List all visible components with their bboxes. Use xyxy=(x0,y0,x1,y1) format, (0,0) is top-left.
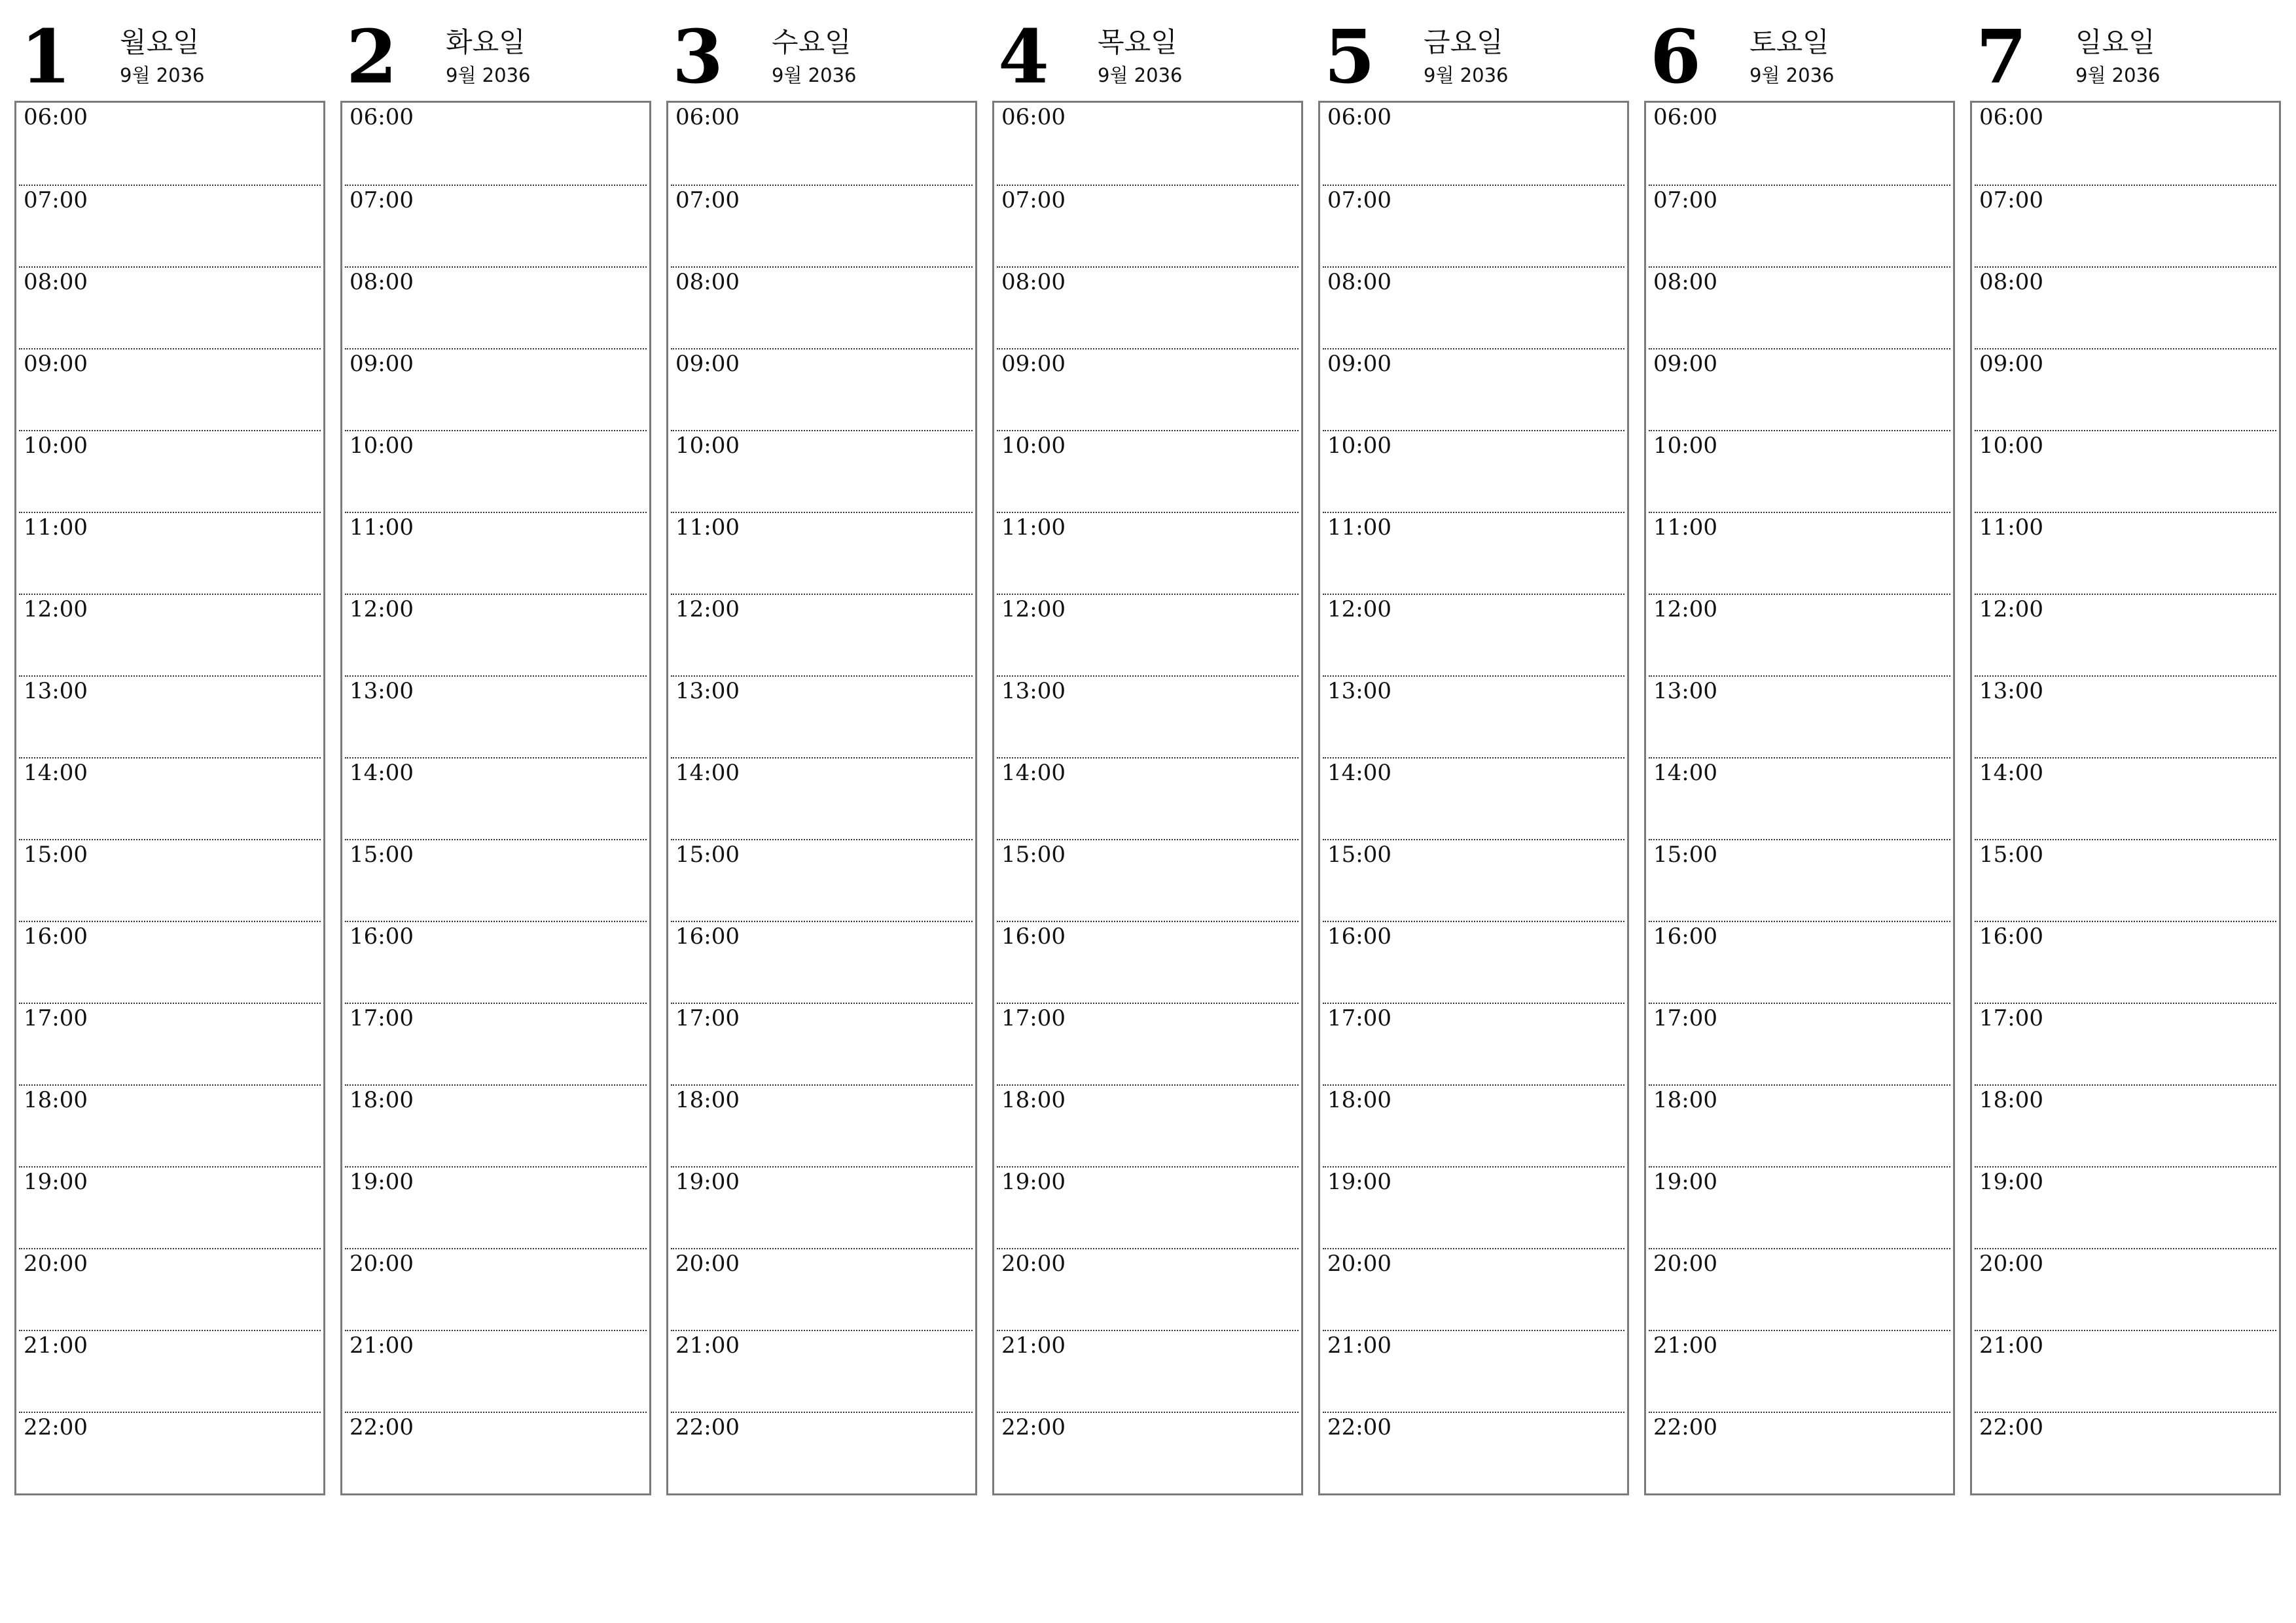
time-label: 21:00 xyxy=(24,1332,88,1359)
time-label: 20:00 xyxy=(24,1251,88,1277)
day-number: 3 xyxy=(672,14,723,100)
day-number: 1 xyxy=(20,14,71,100)
time-label: 17:00 xyxy=(24,1005,88,1031)
time-slot xyxy=(1323,1330,1624,1412)
time-label: 10:00 xyxy=(24,433,88,459)
hourly-schedule xyxy=(1318,101,1629,1495)
time-slot xyxy=(345,430,647,512)
time-slot xyxy=(997,757,1299,839)
time-slot xyxy=(345,1003,647,1084)
time-slot xyxy=(345,1166,647,1248)
time-slot xyxy=(997,512,1299,594)
time-slot xyxy=(19,921,321,1003)
time-slot xyxy=(997,185,1299,266)
time-label: 12:00 xyxy=(1327,596,1391,622)
time-label: 07:00 xyxy=(1001,187,1066,213)
time-slot xyxy=(1975,757,2276,839)
time-slot xyxy=(1649,1248,1950,1330)
time-slot xyxy=(1975,266,2276,348)
time-slot xyxy=(345,512,647,594)
time-label: 16:00 xyxy=(1653,923,1717,950)
day-column-sunday xyxy=(1970,0,2281,1505)
time-slot xyxy=(1323,512,1624,594)
time-slot xyxy=(1649,594,1950,675)
time-label: 22:00 xyxy=(24,1414,88,1440)
time-slot xyxy=(671,921,973,1003)
time-label: 17:00 xyxy=(350,1005,414,1031)
time-slot xyxy=(1975,1330,2276,1412)
time-label: 12:00 xyxy=(1979,596,2043,622)
time-slot xyxy=(1323,1248,1624,1330)
time-slot xyxy=(19,1412,321,1493)
time-slot xyxy=(19,266,321,348)
time-label: 15:00 xyxy=(675,842,740,868)
time-label: 17:00 xyxy=(1327,1005,1391,1031)
time-slot xyxy=(19,757,321,839)
time-slot xyxy=(1975,1003,2276,1084)
time-slot xyxy=(1649,185,1950,266)
time-slot xyxy=(1649,348,1950,430)
time-label: 21:00 xyxy=(1653,1332,1717,1359)
time-label: 12:00 xyxy=(675,596,740,622)
time-label: 13:00 xyxy=(675,678,740,704)
time-slot xyxy=(997,921,1299,1003)
time-label: 13:00 xyxy=(24,678,88,704)
time-slot xyxy=(671,348,973,430)
time-label: 15:00 xyxy=(1001,842,1066,868)
time-slot xyxy=(1323,1084,1624,1166)
time-slot xyxy=(1323,430,1624,512)
day-name: 일요일 xyxy=(2075,26,2155,58)
time-label: 14:00 xyxy=(1979,760,2043,786)
month-year: 9월 2036 xyxy=(772,64,857,86)
time-slot xyxy=(1649,1330,1950,1412)
time-label: 12:00 xyxy=(1001,596,1066,622)
time-label: 07:00 xyxy=(24,187,88,213)
time-label: 10:00 xyxy=(1653,433,1717,459)
time-label: 10:00 xyxy=(1001,433,1066,459)
month-year: 9월 2036 xyxy=(1424,64,1509,86)
time-label: 13:00 xyxy=(1979,678,2043,704)
time-label: 06:00 xyxy=(1979,104,2043,130)
time-label: 14:00 xyxy=(1653,760,1717,786)
time-label: 17:00 xyxy=(1653,1005,1717,1031)
time-slot xyxy=(1649,1166,1950,1248)
time-slot xyxy=(1975,1084,2276,1166)
day-number: 5 xyxy=(1324,14,1375,100)
time-slot xyxy=(1323,921,1624,1003)
time-label: 17:00 xyxy=(1979,1005,2043,1031)
time-slot xyxy=(19,675,321,757)
day-name: 수요일 xyxy=(772,26,852,58)
time-label: 09:00 xyxy=(1979,351,2043,377)
time-label: 15:00 xyxy=(1979,842,2043,868)
time-slot xyxy=(671,1248,973,1330)
time-slot xyxy=(1649,839,1950,921)
time-slot xyxy=(997,266,1299,348)
time-label: 08:00 xyxy=(1653,269,1717,295)
time-slot xyxy=(997,839,1299,921)
day-name: 금요일 xyxy=(1424,26,1503,58)
time-label: 13:00 xyxy=(1001,678,1066,704)
time-label: 19:00 xyxy=(1653,1169,1717,1195)
time-slot xyxy=(19,348,321,430)
time-label: 13:00 xyxy=(1327,678,1391,704)
time-slot xyxy=(1649,675,1950,757)
time-slot xyxy=(345,839,647,921)
time-label: 15:00 xyxy=(1327,842,1391,868)
time-slot xyxy=(997,594,1299,675)
time-slot xyxy=(345,594,647,675)
time-label: 09:00 xyxy=(350,351,414,377)
time-label: 21:00 xyxy=(1001,1332,1066,1359)
hourly-schedule xyxy=(1644,101,1955,1495)
day-column-friday xyxy=(1318,0,1629,1505)
time-label: 15:00 xyxy=(24,842,88,868)
time-slot xyxy=(19,1084,321,1166)
time-slot xyxy=(345,266,647,348)
time-slot xyxy=(671,839,973,921)
time-label: 22:00 xyxy=(675,1414,740,1440)
time-label: 21:00 xyxy=(675,1332,740,1359)
time-slot xyxy=(19,185,321,266)
time-label: 08:00 xyxy=(350,269,414,295)
time-label: 11:00 xyxy=(350,514,414,541)
day-name: 화요일 xyxy=(446,26,526,58)
time-label: 18:00 xyxy=(1653,1087,1717,1113)
time-label: 07:00 xyxy=(1653,187,1717,213)
time-slot xyxy=(997,430,1299,512)
time-label: 22:00 xyxy=(350,1414,414,1440)
time-slot xyxy=(997,1166,1299,1248)
time-slot xyxy=(671,1412,973,1493)
time-label: 10:00 xyxy=(1979,433,2043,459)
time-slot xyxy=(1975,594,2276,675)
day-number: 7 xyxy=(1976,14,2027,100)
time-slot xyxy=(1323,266,1624,348)
time-slot xyxy=(671,1330,973,1412)
time-label: 11:00 xyxy=(1979,514,2043,541)
time-label: 07:00 xyxy=(1327,187,1391,213)
time-slot xyxy=(345,103,647,185)
time-label: 10:00 xyxy=(675,433,740,459)
time-label: 11:00 xyxy=(1653,514,1717,541)
time-slot xyxy=(345,348,647,430)
day-number: 4 xyxy=(998,14,1049,100)
time-label: 13:00 xyxy=(350,678,414,704)
time-slot xyxy=(1975,839,2276,921)
time-label: 21:00 xyxy=(1979,1332,2043,1359)
time-label: 09:00 xyxy=(1001,351,1066,377)
time-slot xyxy=(1649,757,1950,839)
time-slot xyxy=(1323,1412,1624,1493)
time-slot xyxy=(1975,512,2276,594)
time-slot xyxy=(1649,1412,1950,1493)
time-label: 18:00 xyxy=(1327,1087,1391,1113)
time-slot xyxy=(19,430,321,512)
time-label: 06:00 xyxy=(1327,104,1391,130)
time-label: 22:00 xyxy=(1001,1414,1066,1440)
time-label: 14:00 xyxy=(1001,760,1066,786)
month-year: 9월 2036 xyxy=(2075,64,2161,86)
time-label: 21:00 xyxy=(350,1332,414,1359)
time-slot xyxy=(671,1166,973,1248)
hourly-schedule xyxy=(992,101,1303,1495)
time-label: 20:00 xyxy=(1327,1251,1391,1277)
time-label: 18:00 xyxy=(1001,1087,1066,1113)
time-label: 09:00 xyxy=(1327,351,1391,377)
time-label: 07:00 xyxy=(1979,187,2043,213)
time-label: 19:00 xyxy=(1979,1169,2043,1195)
hourly-schedule xyxy=(1970,101,2281,1495)
time-label: 22:00 xyxy=(1653,1414,1717,1440)
day-column-wednesday xyxy=(666,0,977,1505)
time-slot xyxy=(1975,103,2276,185)
time-slot xyxy=(19,594,321,675)
time-slot xyxy=(671,430,973,512)
time-slot xyxy=(19,512,321,594)
time-slot xyxy=(1323,348,1624,430)
time-slot xyxy=(997,348,1299,430)
time-slot xyxy=(19,103,321,185)
time-slot xyxy=(997,1330,1299,1412)
time-slot xyxy=(1975,1248,2276,1330)
time-label: 22:00 xyxy=(1979,1414,2043,1440)
day-number: 2 xyxy=(346,14,397,100)
time-label: 08:00 xyxy=(1327,269,1391,295)
time-label: 19:00 xyxy=(1001,1169,1066,1195)
time-label: 11:00 xyxy=(1327,514,1391,541)
time-slot xyxy=(1649,103,1950,185)
time-label: 11:00 xyxy=(675,514,740,541)
time-slot xyxy=(1649,1003,1950,1084)
month-year: 9월 2036 xyxy=(446,64,531,86)
time-label: 06:00 xyxy=(24,104,88,130)
time-label: 16:00 xyxy=(24,923,88,950)
time-slot xyxy=(671,185,973,266)
time-label: 14:00 xyxy=(24,760,88,786)
time-slot xyxy=(671,675,973,757)
time-label: 19:00 xyxy=(24,1169,88,1195)
time-label: 19:00 xyxy=(350,1169,414,1195)
time-label: 14:00 xyxy=(1327,760,1391,786)
time-label: 19:00 xyxy=(675,1169,740,1195)
time-label: 12:00 xyxy=(1653,596,1717,622)
time-slot xyxy=(1975,1412,2276,1493)
time-label: 16:00 xyxy=(1327,923,1391,950)
time-label: 06:00 xyxy=(1653,104,1717,130)
time-slot xyxy=(1649,512,1950,594)
time-label: 08:00 xyxy=(24,269,88,295)
time-label: 08:00 xyxy=(1001,269,1066,295)
time-label: 17:00 xyxy=(675,1005,740,1031)
time-label: 12:00 xyxy=(24,596,88,622)
time-slot xyxy=(1975,348,2276,430)
time-slot xyxy=(345,1330,647,1412)
time-slot xyxy=(1649,921,1950,1003)
time-slot xyxy=(1323,103,1624,185)
day-column-thursday xyxy=(992,0,1303,1505)
time-slot xyxy=(1975,430,2276,512)
time-slot xyxy=(345,757,647,839)
time-slot xyxy=(671,757,973,839)
day-column-saturday xyxy=(1644,0,1955,1505)
time-label: 16:00 xyxy=(350,923,414,950)
time-slot xyxy=(345,1412,647,1493)
day-name: 월요일 xyxy=(120,26,200,58)
time-label: 15:00 xyxy=(1653,842,1717,868)
time-label: 07:00 xyxy=(675,187,740,213)
time-slot xyxy=(19,1003,321,1084)
day-name: 목요일 xyxy=(1098,26,1177,58)
time-label: 09:00 xyxy=(1653,351,1717,377)
time-label: 19:00 xyxy=(1327,1169,1391,1195)
time-slot xyxy=(19,839,321,921)
time-label: 06:00 xyxy=(350,104,414,130)
time-label: 20:00 xyxy=(1001,1251,1066,1277)
time-slot xyxy=(19,1166,321,1248)
time-label: 08:00 xyxy=(1979,269,2043,295)
time-slot xyxy=(19,1248,321,1330)
time-label: 07:00 xyxy=(350,187,414,213)
time-slot xyxy=(345,675,647,757)
time-slot xyxy=(671,512,973,594)
time-slot xyxy=(345,185,647,266)
time-label: 20:00 xyxy=(350,1251,414,1277)
time-slot xyxy=(997,1084,1299,1166)
time-slot xyxy=(997,1412,1299,1493)
time-label: 09:00 xyxy=(24,351,88,377)
time-label: 22:00 xyxy=(1327,1414,1391,1440)
time-slot xyxy=(997,103,1299,185)
time-label: 11:00 xyxy=(24,514,88,541)
time-slot xyxy=(1323,839,1624,921)
time-label: 18:00 xyxy=(350,1087,414,1113)
time-label: 18:00 xyxy=(675,1087,740,1113)
time-slot xyxy=(1975,921,2276,1003)
time-slot xyxy=(1323,1003,1624,1084)
time-label: 13:00 xyxy=(1653,678,1717,704)
time-label: 16:00 xyxy=(675,923,740,950)
time-slot xyxy=(1323,1166,1624,1248)
hourly-schedule xyxy=(666,101,977,1495)
time-label: 14:00 xyxy=(675,760,740,786)
time-slot xyxy=(1323,675,1624,757)
time-label: 10:00 xyxy=(350,433,414,459)
day-number: 6 xyxy=(1650,14,1701,100)
time-label: 11:00 xyxy=(1001,514,1066,541)
time-slot xyxy=(345,1084,647,1166)
time-slot xyxy=(19,1330,321,1412)
time-label: 09:00 xyxy=(675,351,740,377)
time-slot xyxy=(997,1003,1299,1084)
day-column-monday xyxy=(14,0,325,1505)
time-slot xyxy=(345,921,647,1003)
month-year: 9월 2036 xyxy=(1749,64,1835,86)
time-label: 18:00 xyxy=(1979,1087,2043,1113)
day-column-tuesday xyxy=(340,0,651,1505)
time-slot xyxy=(1975,675,2276,757)
time-label: 06:00 xyxy=(1001,104,1066,130)
day-name: 토요일 xyxy=(1749,26,1829,58)
time-label: 16:00 xyxy=(1001,923,1066,950)
time-label: 10:00 xyxy=(1327,433,1391,459)
time-slot xyxy=(1649,1084,1950,1166)
time-slot xyxy=(997,1248,1299,1330)
time-label: 20:00 xyxy=(1653,1251,1717,1277)
time-slot xyxy=(1323,594,1624,675)
time-label: 14:00 xyxy=(350,760,414,786)
time-label: 20:00 xyxy=(1979,1251,2043,1277)
month-year: 9월 2036 xyxy=(1098,64,1183,86)
time-slot xyxy=(671,103,973,185)
time-slot xyxy=(1649,266,1950,348)
time-label: 12:00 xyxy=(350,596,414,622)
time-label: 15:00 xyxy=(350,842,414,868)
time-slot xyxy=(671,1084,973,1166)
time-slot xyxy=(1975,1166,2276,1248)
hourly-schedule xyxy=(340,101,651,1495)
time-label: 20:00 xyxy=(675,1251,740,1277)
time-slot xyxy=(1323,185,1624,266)
time-slot xyxy=(1649,430,1950,512)
hourly-schedule xyxy=(14,101,325,1495)
time-slot xyxy=(671,594,973,675)
time-label: 18:00 xyxy=(24,1087,88,1113)
time-slot xyxy=(345,1248,647,1330)
time-slot xyxy=(671,1003,973,1084)
month-year: 9월 2036 xyxy=(120,64,205,86)
time-label: 08:00 xyxy=(675,269,740,295)
time-label: 16:00 xyxy=(1979,923,2043,950)
time-label: 06:00 xyxy=(675,104,740,130)
time-label: 17:00 xyxy=(1001,1005,1066,1031)
time-slot xyxy=(671,266,973,348)
time-slot xyxy=(1323,757,1624,839)
time-label: 21:00 xyxy=(1327,1332,1391,1359)
time-slot xyxy=(997,675,1299,757)
time-slot xyxy=(1975,185,2276,266)
